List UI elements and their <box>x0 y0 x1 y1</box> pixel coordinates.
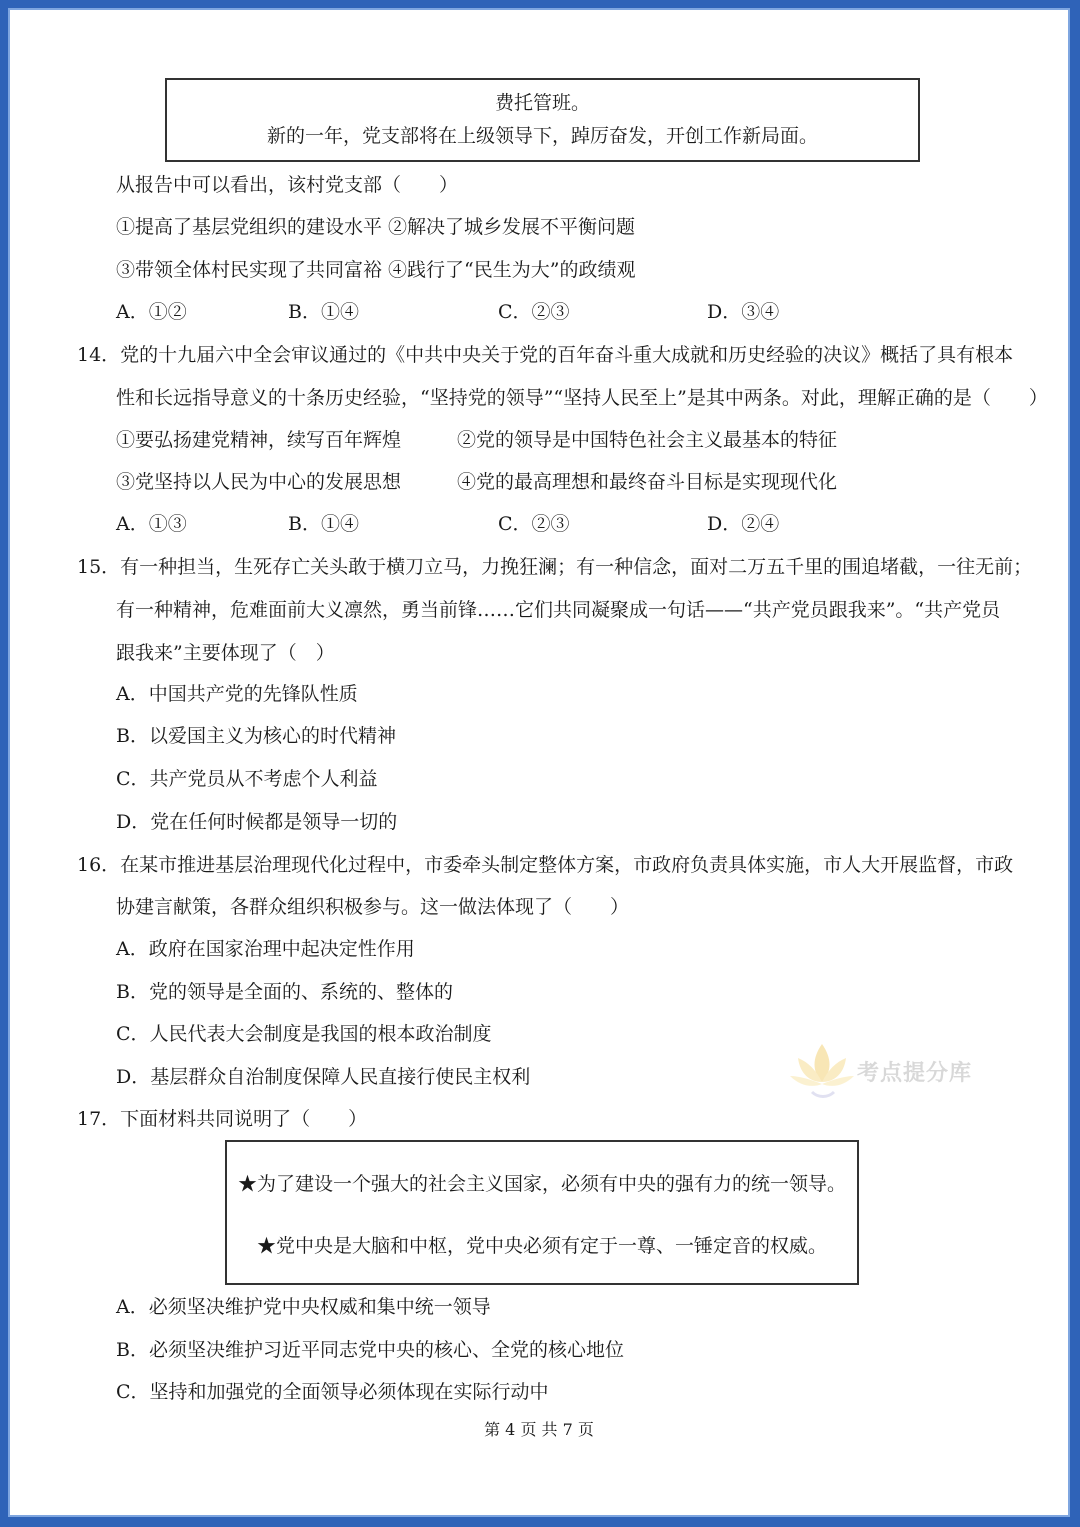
question-14-stem: 14．党的十九届六中全会审议通过的《中共中央关于党的百年奋斗重大成就和历史经验的决议》概括了具有根本 <box>77 344 1014 366</box>
question-16-stem: 16．在某市推进基层治理现代化过程中，市委牵头制定整体方案，市政府负责具体实施，市人大开展监督，市政 <box>77 854 1014 876</box>
question-15-stem: 有一种精神，危难面前大义凛然，勇当前锋……它们共同凝聚成一句话——“共产党员跟我来”。“共产党员 <box>116 599 1001 621</box>
material-line: ★党中央是大脑和中枢，党中央必须有定于一尊、一锤定音的权威。 <box>256 1235 827 1257</box>
material-line: 费托管班。 <box>494 92 590 114</box>
lotus-icon <box>782 1030 862 1110</box>
question-13-statement: ①提高了基层党组织的建设水平 ②解决了城乡发展不平衡问题 <box>116 216 636 238</box>
page-footer: 第 4 页 共 7 页 <box>484 1420 594 1439</box>
material-line: 新的一年，党支部将在上级领导下，踔厉奋发，开创工作新局面。 <box>266 125 818 147</box>
question-13-statement: ③带领全体村民实现了共同富裕 ④践行了“民生为大”的政绩观 <box>116 259 636 281</box>
watermark-logo <box>782 1030 1002 1110</box>
question-15-stem: 15．有一种担当，生死存亡关头敢于横刀立马，力挽狂澜；有一种信念，面对二万五千里的围追堵截，一往无前； <box>77 556 1033 578</box>
question-17-option-a[interactable]: A．必须坚决维护党中央权威和集中统一领导 <box>116 1296 491 1318</box>
question-16-stem: 协建言献策，各群众组织积极参与。这一做法体现了（ ） <box>116 896 630 918</box>
material-line: ★为了建设一个强大的社会主义国家，必须有中央的强有力的统一领导。 <box>237 1173 846 1195</box>
watermark-text: 考点提分库 <box>857 1061 973 1086</box>
question-13-option-b[interactable]: B．①④ <box>288 301 359 323</box>
question-14-stem: 性和长远指导意义的十条历史经验，“坚持党的领导”“坚持人民至上”是其中两条。对此，理解正确的是（ ） <box>116 387 1048 409</box>
question-16-option-c[interactable]: C．人民代表大会制度是我国的根本政治制度 <box>116 1023 492 1045</box>
question-16-option-d[interactable]: D．基层群众自治制度保障人民直接行使民主权利 <box>116 1066 531 1088</box>
question-14-option-d[interactable]: D．②④ <box>707 513 780 535</box>
question-14-statement: ③党坚持以人民为中心的发展思想 <box>116 471 402 493</box>
question-15-option-b[interactable]: B．以爱国主义为核心的时代精神 <box>116 725 396 747</box>
document-page <box>8 8 1070 1517</box>
question-14-option-a[interactable]: A．①③ <box>116 513 187 535</box>
question-13-option-c[interactable]: C．②③ <box>498 301 570 323</box>
question-15-option-c[interactable]: C．共产党员从不考虑个人利益 <box>116 768 378 790</box>
question-17-stem: 17．下面材料共同说明了（ ） <box>77 1108 368 1130</box>
question-16-option-a[interactable]: A．政府在国家治理中起决定性作用 <box>116 938 415 960</box>
material-box-q17 <box>225 1140 859 1285</box>
question-14-option-c[interactable]: C．②③ <box>498 513 570 535</box>
question-13-option-a[interactable]: A．①② <box>116 301 187 323</box>
question-14-statement: ①要弘扬建党精神，续写百年辉煌 <box>116 429 402 451</box>
question-13-option-d[interactable]: D．③④ <box>707 301 780 323</box>
question-15-stem: 跟我来”主要体现了（ ） <box>116 642 335 664</box>
question-15-option-d[interactable]: D．党在任何时候都是领导一切的 <box>116 811 398 833</box>
question-13-stem: 从报告中可以看出，该村党支部（ ） <box>116 174 459 196</box>
question-14-option-b[interactable]: B．①④ <box>288 513 359 535</box>
question-17-option-b[interactable]: B．必须坚决维护习近平同志党中央的核心、全党的核心地位 <box>116 1339 624 1361</box>
question-16-option-b[interactable]: B．党的领导是全面的、系统的、整体的 <box>116 981 453 1003</box>
question-14-statement: ④党的最高理想和最终奋斗目标是实现现代化 <box>457 471 838 493</box>
question-15-option-a[interactable]: A．中国共产党的先锋队性质 <box>116 683 358 705</box>
material-box-top <box>165 78 920 162</box>
question-14-statement: ②党的领导是中国特色社会主义最基本的特征 <box>457 429 838 451</box>
question-17-option-c[interactable]: C．坚持和加强党的全面领导必须体现在实际行动中 <box>116 1381 549 1403</box>
